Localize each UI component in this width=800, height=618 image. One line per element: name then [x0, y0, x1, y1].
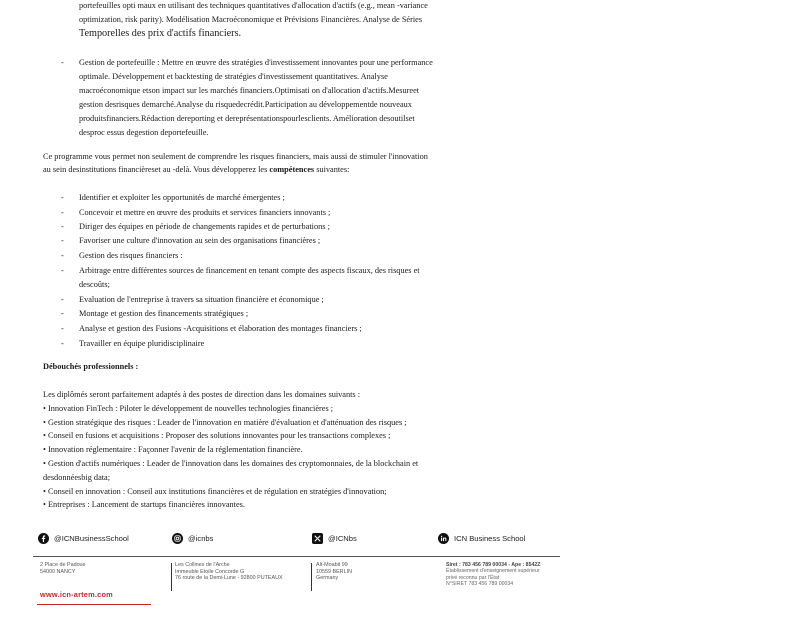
debouches-item: • Innovation réglementaire : Façonner l'avenir de la réglementation financière. — [43, 445, 303, 455]
social-linkedin[interactable] — [438, 533, 525, 544]
dash-marker: - — [61, 309, 64, 318]
top-line-1: portefeuilles opti maux en utilisant des techniques quantitatives d'allocation d'actifs (e.g., mean -variance — [79, 1, 428, 10]
top-line-2: optimization, risk parity). Modélisation Macroéconomique et Prévisions Financières. Analyse de Séries — [79, 15, 423, 24]
gestion-line-1: Gestion de portefeuille : Mettre en œuvre des stratégies d'investissement innovantes pour une performance — [79, 58, 433, 67]
competence-item: Analyse et gestion des Fusions -Acquisitions et élaboration des montages financiers ; — [79, 324, 362, 333]
address-line: Alt-Moabit 99 — [316, 562, 348, 568]
footer-separator — [171, 563, 172, 591]
debouches-intro: Les diplômés seront parfaitement adaptés à des postes de direction dans les domaines suivants : — [43, 390, 361, 399]
facebook-handle: @ICNBusinessSchool — [54, 534, 129, 543]
debouches-item: • Innovation FinTech : Piloter le développement de nouvelles technologies financières ; — [43, 403, 334, 413]
gestion-line-3: macroéconomique etson impact sur les marchés financiers.Optimisati on d'allocation d'actifs.Mesureet — [79, 86, 420, 95]
competence-item: Montage et gestion des financements stratégiques ; — [79, 309, 249, 318]
address-line: Immeuble Etoile Concorde G — [175, 568, 245, 575]
dash-marker: - — [61, 58, 64, 67]
address-puteaux — [175, 562, 283, 582]
address-line: 54000 NANCY — [40, 568, 76, 575]
instagram-icon — [172, 533, 183, 544]
debouches-item: • Conseil en fusions et acquisitions : Proposer des solutions innovantes pour les transactions complexes ; — [43, 431, 391, 441]
legal-line: Siret : 783 456 789 00034 - Ape : 8542Z — [446, 562, 541, 568]
linkedin-icon — [438, 533, 449, 544]
address-line: 76 route de la Demi-Lune - 92800 PUTEAUX — [175, 575, 283, 582]
intro-line-1: Ce programme vous permet non seulement de comprendre les risques financiers, mais aussi de stimuler l'innovation — [43, 152, 428, 161]
competence-item: Identifier et exploiter les opportunités de marché émergentes ; — [79, 193, 285, 202]
dash-marker: - — [61, 251, 64, 260]
legal-line: privé reconnu par l'État — [446, 574, 500, 581]
linkedin-handle: ICN Business School — [454, 534, 526, 543]
debouches-item: • Entreprises : Lancement de startups financières innovantes. — [43, 500, 245, 510]
address-line: Germany — [316, 575, 339, 582]
legal-line: N°SIRET 783 456 789 00034 — [446, 581, 514, 588]
dash-marker: - — [61, 222, 64, 231]
address-berlin — [316, 562, 352, 582]
competence-item: Concevoir et mettre en œuvre des produits et services financiers innovants ; — [79, 208, 331, 217]
competence-item: Evaluation de l'entreprise à travers sa situation financière et économique ; — [79, 295, 324, 304]
competence-item: Diriger des équipes en période de changements rapides et de perturbations ; — [79, 222, 330, 231]
intro-line-2a: au sein desinstitutions financièreset au -delà. Vous développerez les — [43, 165, 268, 174]
debouches-heading: Débouchés professionnels : — [43, 362, 139, 371]
social-x[interactable] — [312, 533, 357, 544]
debouches-item: • Gestion stratégique des risques : Leader de l'innovation en matière d'évaluation et d'atténuation des risques ; — [43, 417, 407, 427]
address-line: 2 Place de Padoue — [40, 562, 86, 568]
gestion-line-4: gestion desrisques demarché.Analyse du risquedecrédit.Participation au développementde nouveaux — [79, 100, 412, 109]
debouches-item: • Gestion d'actifs numériques : Leader de l'innovation dans les domaines des cryptomonnaies, de la blockchain et — [43, 458, 419, 468]
dash-marker: - — [61, 193, 64, 202]
legal-line: Établissement d'enseignement supérieur — [446, 568, 540, 575]
facebook-icon — [38, 533, 49, 544]
dash-marker: - — [61, 236, 64, 245]
social-facebook[interactable] — [38, 533, 129, 544]
dash-marker: - — [61, 208, 64, 217]
footer-separator — [311, 563, 312, 591]
dash-marker: - — [61, 295, 64, 304]
competence-item-cont: descoûts; — [79, 280, 110, 289]
debouches-list — [43, 388, 563, 512]
intro-line-2 — [43, 163, 513, 177]
website-link[interactable]: www.icn-artem.com — [40, 590, 113, 599]
gestion-line-2: optimale. Développement et backtesting de stratégies d'investissement quantitatives. Analyse — [79, 72, 388, 81]
debouches-item: • Conseil en innovation : Conseil aux institutions financières et de régulation en stratégies d'innovation; — [43, 486, 387, 496]
address-nancy — [40, 562, 86, 575]
legal-info — [446, 562, 562, 588]
dash-marker: - — [61, 266, 64, 275]
instagram-handle: @icnbs — [188, 534, 214, 543]
top-line-3: Temporelles des prix d'actifs financiers. — [79, 28, 242, 39]
dash-marker: - — [61, 339, 64, 348]
x-handle: @ICNbs — [328, 534, 357, 543]
address-line: Les Collines de l'Arche — [175, 562, 230, 568]
footer-divider — [33, 556, 560, 557]
website-underline — [37, 604, 151, 605]
debouches-item: desdonnéesbig data; — [43, 472, 111, 482]
competence-item: Arbitrage entre différentes sources de financement en tenant compte des aspects fiscaux, des risques et — [79, 266, 420, 275]
intro-competences: compétences — [269, 165, 315, 174]
competence-item: Gestion des risques financiers : — [79, 251, 183, 260]
address-line: 10559 BERLIN — [316, 568, 352, 575]
dash-marker: - — [61, 324, 64, 333]
gestion-line-5: produitsfinanciers.Rédaction dereporting et dereprésentationspourlesclients. Amélioration desoutilset — [79, 114, 415, 123]
competence-item: Favoriser une culture d'innovation au sein des organisations financières ; — [79, 236, 321, 245]
social-row — [0, 533, 800, 547]
gestion-line-6: desproc essus degestion deportefeuille. — [79, 128, 209, 137]
x-icon — [312, 533, 323, 544]
social-instagram[interactable] — [172, 533, 213, 544]
intro-line-2c: suivantes: — [316, 165, 350, 174]
competence-item: Travailler en équipe pluridisciplinaire — [79, 339, 205, 348]
